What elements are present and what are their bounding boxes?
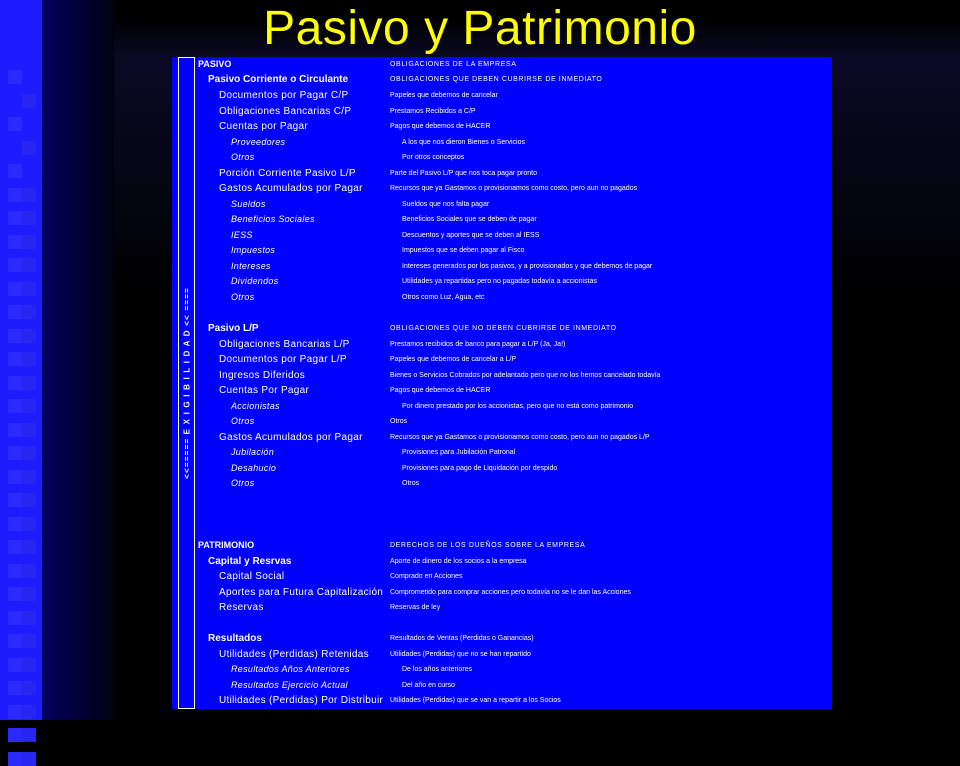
account-name: Otros <box>231 416 255 426</box>
account-description: Otros como Luz, Agua, etc <box>402 294 485 301</box>
account-description: De los años anteriores <box>402 666 473 673</box>
account-name: Otros <box>231 152 255 162</box>
table-row <box>0 212 830 227</box>
account-name: Obligaciones Bancarias C/P <box>219 106 352 117</box>
decor-square <box>22 752 36 766</box>
table-row <box>0 150 830 165</box>
table-row <box>0 274 830 289</box>
account-name: Resultados <box>208 633 262 644</box>
decor-square <box>8 493 22 507</box>
table-row <box>0 631 830 646</box>
account-name: Sueldos <box>231 199 266 209</box>
table-row <box>0 104 830 119</box>
account-name: Obligaciones Bancarias L/P <box>219 339 350 350</box>
account-description: OBLIGACIONES QUE NO DEBEN CUBRIRSE DE INMEDIATO <box>390 325 617 332</box>
account-description: Reservas de ley <box>390 604 441 611</box>
account-description: Comprado en Acciones <box>390 573 463 580</box>
account-description: Del año en curso <box>402 682 455 689</box>
account-name: Otros <box>231 478 255 488</box>
account-name: Resultados Ejercicio Actual <box>231 680 348 690</box>
table-row <box>0 259 830 274</box>
account-description: Recursos que ya Gastamos o provisionamos como costo, pero aun no pagados <box>390 185 638 192</box>
account-description: Provisiones para pago de Liquidación por despido <box>402 465 558 472</box>
table-row <box>0 290 830 305</box>
table-row <box>0 72 830 87</box>
account-name: Otros <box>231 292 255 302</box>
account-name: Pasivo Corriente o Circulante <box>208 74 349 85</box>
table-row <box>0 430 830 445</box>
table-row <box>0 678 830 693</box>
account-description: Bienes o Servicios Cobrados por adelantado pero que no los hemos cancelado todavía <box>390 372 661 379</box>
account-description: DERECHOS DE LOS DUEÑOS SOBRE LA EMPRESA <box>390 542 586 549</box>
table-row <box>0 662 830 677</box>
account-name: Capital y Resrvas <box>208 556 292 567</box>
table-row <box>0 383 830 398</box>
account-name: Pasivo L/P <box>208 323 259 334</box>
account-description: Provisiones para Jubilación Patronal <box>402 449 516 456</box>
account-description: Prestamos Recibidos a C/P <box>390 108 476 115</box>
account-name: Gastos Acumulados por Pagar <box>219 432 363 443</box>
exigibilidad-label: <<===== E X I G I B I L I D A D << ==== <box>182 287 191 479</box>
account-name: Resultados Años Anteriores <box>231 664 350 674</box>
account-description: Por otros conceptos <box>402 154 465 161</box>
account-name: IESS <box>231 230 253 240</box>
account-description: Otros <box>390 418 408 425</box>
account-description: Recursos que ya Gastamos o provisionamos como costo, pero aun no pagados L/P <box>390 434 650 441</box>
table-row <box>0 243 830 258</box>
account-name: Ingresos Diferidos <box>219 370 305 381</box>
table-row <box>0 585 830 600</box>
account-description: Resultados de Ventas (Perdidas o Ganancias) <box>390 635 534 642</box>
account-description: Otros <box>402 480 420 487</box>
table-row <box>0 197 830 212</box>
table-row <box>0 166 830 181</box>
account-name: Capital Social <box>219 571 285 582</box>
table-row <box>0 57 830 72</box>
decor-square <box>22 728 36 742</box>
account-description: OBLIGACIONES DE LA EMPRESA <box>390 61 517 68</box>
account-name: Aportes para Futura Capitalización <box>219 587 384 598</box>
account-name: Gastos Acumulados por Pagar <box>219 183 363 194</box>
account-description: Papeles que debemos de cancelar <box>390 92 498 99</box>
account-name: PASIVO <box>198 59 232 69</box>
table-row <box>0 538 830 553</box>
account-name: PATRIMONIO <box>198 540 255 550</box>
account-description: Aporte de dinero de los socios a la empresa <box>390 558 527 565</box>
table-row <box>0 414 830 429</box>
account-description: Comprometido para comprar acciones pero todavía no se le dan las Acciones <box>390 589 631 596</box>
table-row <box>0 693 830 708</box>
account-description: A los que nos dieron Bienes o Servicios <box>402 139 525 146</box>
table-row <box>0 461 830 476</box>
account-description: OBLIGACIONES QUE DEBEN CUBRIRSE DE INMEDIATO <box>390 76 603 83</box>
account-description: Utilidades (Perdidas) que no se han repartido <box>390 651 531 658</box>
decor-square <box>22 305 36 319</box>
account-description: Utilidades (Perdidas) que se van a repartir a los Socios <box>390 697 561 704</box>
table-row <box>0 569 830 584</box>
table-row <box>0 119 830 134</box>
decor-square <box>22 517 36 531</box>
account-name: Documentos por Pagar C/P <box>219 90 349 101</box>
table-row <box>0 228 830 243</box>
table-row <box>0 554 830 569</box>
account-description: Descuentos y aportes que se deben al IESS <box>402 232 540 239</box>
account-description: Intereses generados por los pasivos, y a provisionados y que debemos de pagar <box>402 263 653 270</box>
account-name: Intereses <box>231 261 271 271</box>
table-row <box>0 88 830 103</box>
account-description: Beneficios Sociales que se deben de pagar <box>402 216 537 223</box>
table-row <box>0 181 830 196</box>
account-description: Sueldos que nos falta pagar <box>402 201 490 208</box>
table-row <box>0 368 830 383</box>
decor-square <box>22 493 36 507</box>
account-name: Dividendos <box>231 276 279 286</box>
account-name: Proveedores <box>231 137 286 147</box>
table-row <box>0 647 830 662</box>
account-name: Desahucio <box>231 463 277 473</box>
account-description: Impuestos que se deben pagar al Fisco <box>402 247 525 254</box>
account-name: Cuentas por Pagar <box>219 121 309 132</box>
slide-title: Pasivo y Patrimonio <box>263 2 697 55</box>
account-name: Reservas <box>219 602 264 613</box>
table-row <box>0 600 830 615</box>
table-row <box>0 399 830 414</box>
table-row <box>0 337 830 352</box>
account-description: Papeles que debemos de cancelar a L/P <box>390 356 517 363</box>
table-row <box>0 476 830 491</box>
decor-square <box>8 305 22 319</box>
account-name: Beneficios Sociales <box>231 214 315 224</box>
decor-square <box>8 752 22 766</box>
account-name: Jubilación <box>231 447 275 457</box>
account-name: Porción Corriente Pasivo L/P <box>219 168 356 179</box>
table-row <box>0 135 830 150</box>
account-name: Utilidades (Perdidas) Retenidas <box>219 649 369 660</box>
account-name: Cuentas Por Pagar <box>219 385 310 396</box>
account-name: Accionistas <box>231 401 280 411</box>
account-name: Utilidades (Perdidas) Por Distribuir <box>219 695 384 706</box>
account-description: Pagos que debemos de HACER <box>390 387 491 394</box>
account-description: Prestamos recibidos de banco para pagar a L/P (Ja, Ja!) <box>390 341 566 348</box>
decor-square <box>8 728 22 742</box>
account-name: Impuestos <box>231 245 276 255</box>
table-row <box>0 445 830 460</box>
table-row <box>0 321 830 336</box>
decor-square <box>8 517 22 531</box>
account-description: Parte del Pasivo L/P que nos toca pagar pronto <box>390 170 537 177</box>
account-description: Por dinero prestado por los accionistas, pero que no está como patrimonio <box>402 403 634 410</box>
table-row <box>0 352 830 367</box>
account-description: Utilidades ya repartidas pero no pagadas todavía a accionistas <box>402 278 597 285</box>
account-description: Pagos que debemos de HACER <box>390 123 491 130</box>
account-name: Documentos por Pagar L/P <box>219 354 347 365</box>
